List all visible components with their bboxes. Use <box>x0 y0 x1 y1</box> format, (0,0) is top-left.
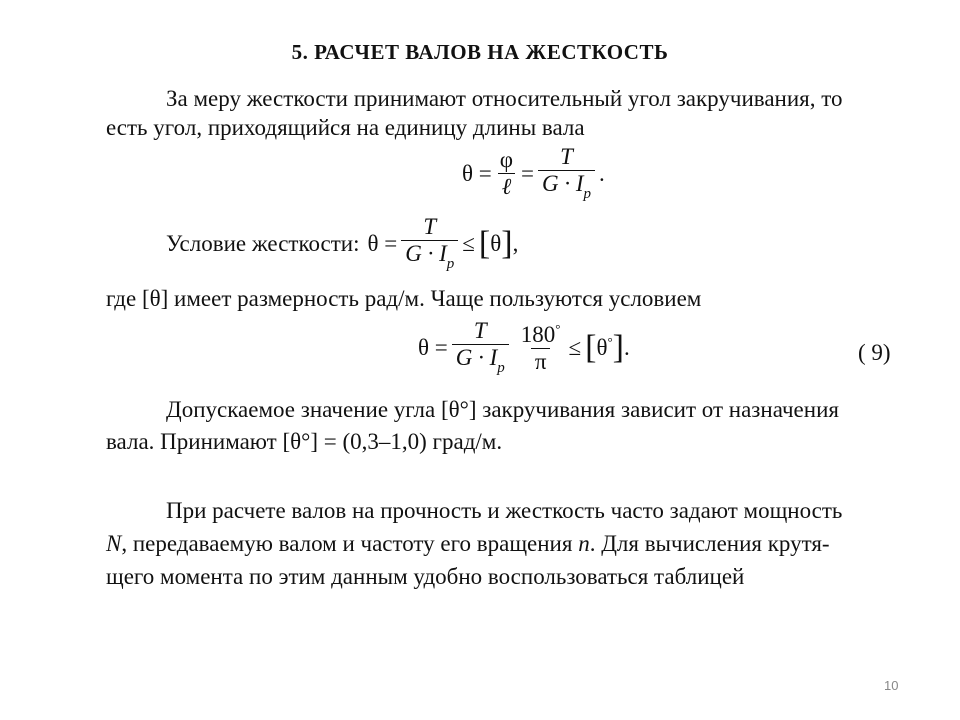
page-number: 10 <box>884 678 899 693</box>
condition-num: T <box>423 214 437 239</box>
formula1-fraction-t-gip <box>538 144 595 203</box>
stiffness-condition <box>166 214 518 273</box>
formula1-frac2-den: $G \cdot I_p$ <box>538 170 595 203</box>
section-title: 5. РАСЧЕТ ВАЛОВ НА ЖЕСТКОСТЬ <box>291 40 669 64</box>
formula1-tail: . <box>599 160 605 186</box>
formula2-frac2-num: 180° <box>520 320 561 347</box>
condition-lhs: θ = <box>367 230 398 256</box>
formula2-frac2-den: π <box>531 348 551 375</box>
formula2-tail: . <box>624 334 630 360</box>
para3-line1: Допускаемое значение угла [θ°] закручивания зависит от назначения <box>166 397 839 422</box>
para1-line1: За меру жесткости принимают относительный угол закручивания, то <box>166 86 843 111</box>
formula1-lhs: θ = <box>462 160 492 186</box>
condition-label: Условие жесткости: <box>166 230 360 256</box>
para2: где [θ] имеет размерность рад/м. Чаще пользуются условием <box>106 286 702 311</box>
condition-den: $G \cdot I_p$ <box>401 240 458 273</box>
condition-leq: ≤ <box>462 230 475 256</box>
formula1-frac1-num: φ <box>499 147 514 172</box>
formula-relative-angle <box>462 144 605 203</box>
para3-line2: вала. Принимают [θ°] = (0,3–1,0) град/м. <box>106 429 503 454</box>
condition-fraction <box>401 214 458 273</box>
formula-number: ( 9) <box>858 340 891 365</box>
formula-condition-degrees <box>418 318 630 377</box>
formula2-leq: ≤ <box>568 334 582 360</box>
formula1-fraction-phi-l <box>496 147 517 200</box>
formula2-frac1-num: T <box>473 318 487 343</box>
formula1-eq: = <box>521 160 535 186</box>
para4-line1: При расчете валов на прочность и жесткость часто задают мощность <box>166 498 843 523</box>
formula2-lhs: θ = <box>418 334 448 360</box>
condition-rhs: [θ] <box>478 224 513 262</box>
formula2-fraction-180-pi <box>517 321 565 375</box>
formula1-frac1-den: ℓ <box>498 173 516 200</box>
formula2-rhs: [θ°] <box>585 328 624 366</box>
para1-line2: есть угол, приходящийся на единицу длины вала <box>106 115 585 140</box>
para4-line3: щего момента по этим данным удобно воспользоваться таблицей <box>106 564 745 589</box>
para4-line2: N, передаваемую валом и частоту его вращения n. Для вычисления крутя- <box>106 531 830 556</box>
formula1-frac2-num: T <box>560 144 573 169</box>
formula2-frac1-den: $G \cdot I_p$ <box>452 344 509 377</box>
formula2-fraction-t-gip <box>452 318 509 377</box>
condition-tail: , <box>512 230 519 256</box>
